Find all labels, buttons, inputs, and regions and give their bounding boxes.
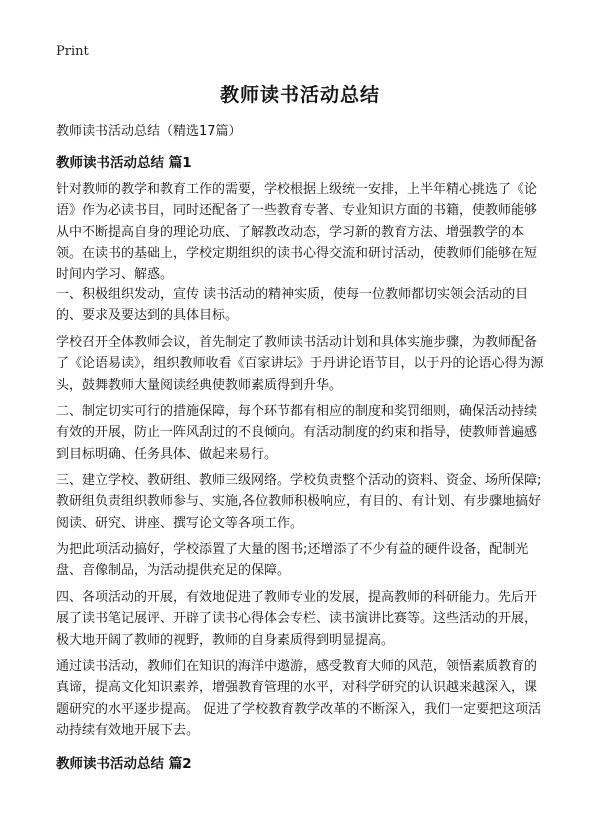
page-title: 教师读书活动总结 [219,84,380,106]
paragraph-meeting: 学校召开全体教师会议，首先制定了教师读书活动计划和具体实施步骤，为教师配备了《论语易读》，组织教师收看《百家讲坛》于丹讲论语节目，以于丹的论语心得为源头，鼓舞教师大量阅读经典使教师素质得到升华。 [56,335,544,393]
paragraph-intro: 针对教师的教学和教育工作的需要，学校根据上级统一安排，上半年精心挑选了《论语》作为必读书目，同时还配备了一些教育专著、专业知识方面的书籍，使教师能够从中不断提高自身的理论功底、了解教改动态，学习新的教育方法、增强教学的本领。在读书的基础上，学校定期组织的读书心得交流和研讨活动，使教师们能够在短时间内学习、解惑。 [56,182,538,283]
section-heading-1: 教师读书活动总结 篇1 [56,155,192,171]
paragraph-point-1: 一、积极组织发动，宣传 读书活动的精神实质，使每一位教师都切实领会活动的目的、要求及要达到的具体目标。 [56,287,529,324]
paragraph-point-3: 三、建立学校、教研组、教师三级网络。学校负责整个活动的资料、资金、场所保障;教研组负责组织教师参与、实施,各位教师积极响应，有目的、有计划、有步骤地搞好阅读、研究、讲座、撰写论文等各项工作。 [56,473,542,531]
paragraph-point-2: 二、制定切实可行的措施保障，每个环节都有相应的制度和奖罚细则，确保活动持续有效的开展，防止一阵风刮过的不良倾向。有活动制度的约束和指导，使教师普遍感到目标明确、任务具体、做起来易行。 [56,404,538,462]
print-link[interactable]: Print [56,44,89,59]
section-heading-2: 教师读书活动总结 篇2 [56,756,192,772]
paragraph-conclusion: 通过读书活动，教师们在知识的海洋中遨游，感受教育大师的风范，领悟素质教育的真谛，提高文化知识素养，增强教育管理的水平，对科学研究的认识越来越深入，课题研究的水平逐步提高。 促进了学校教育教学改革的不断深入，我们一定要把这项活动持续有效地开展下去。 [56,659,542,738]
paragraph-equipment: 为把此项活动搞好，学校添置了大量的图书;还增添了不少有益的硬件设备，配制光盘、音像制品，为活动提供充足的保障。 [56,542,529,579]
paragraph-point-4: 四、各项活动的开展，有效地促进了教师专业的发展，提高教师的科研能力。先后开展了读书笔记展评、开辟了读书心得体会专栏、读书演讲比赛等。这些活动的开展，极大地开阔了教师的视野，教师的自身素质得到明显提高。 [56,590,538,648]
document-subtitle: 教师读书活动总结（精选17篇） [56,124,242,139]
